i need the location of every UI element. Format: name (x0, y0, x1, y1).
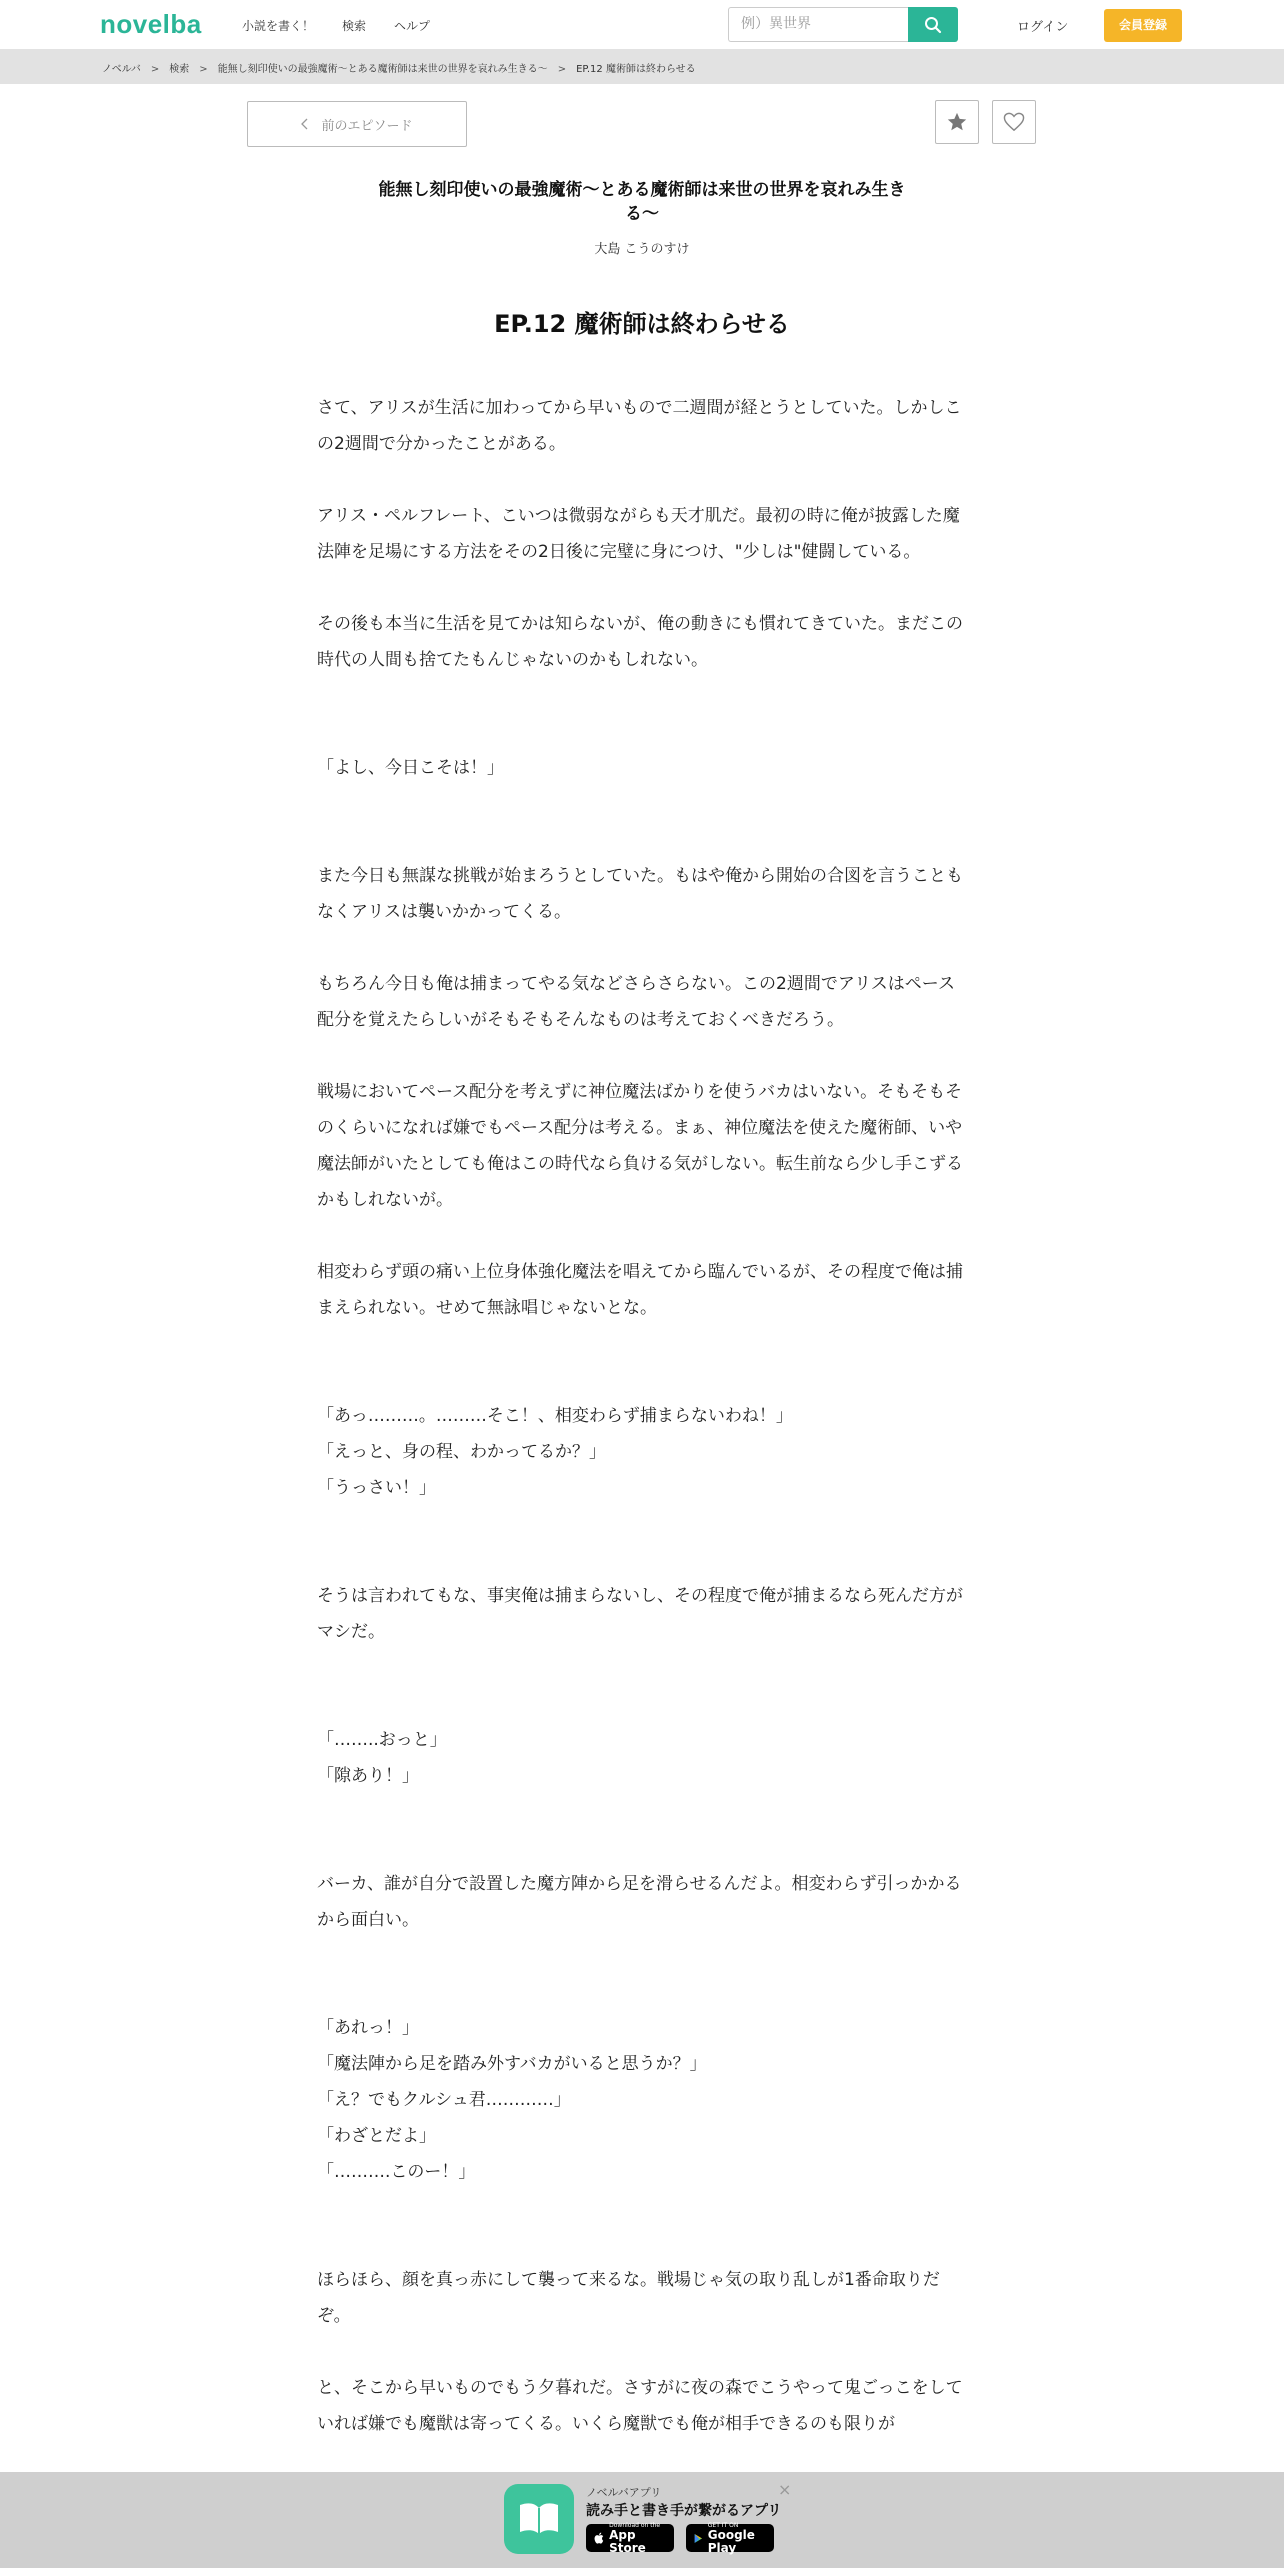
breadcrumb-search[interactable]: 検索 (169, 64, 190, 75)
story-paragraph: 相変わらず頭の痛い上位身体強化魔法を唱えてから臨んでいるが、その程度で俺は捕まえられない。せめて無詠唱じゃないとな。 (317, 1262, 963, 1318)
book-icon (516, 2499, 562, 2539)
breadcrumb-bar (0, 49, 1284, 84)
close-icon[interactable]: × (778, 2480, 792, 2499)
nav-write-novel[interactable]: 小説を書く！ (242, 19, 315, 33)
site-header (0, 0, 1284, 49)
site-logo[interactable]: novelba (100, 9, 202, 39)
story-dialogue: 「隙あり！」 (317, 1766, 419, 1786)
favorite-heart-button[interactable] (992, 100, 1036, 144)
app-banner-title: 読み手と書き手が繋がるアプリ (586, 2503, 782, 2519)
breadcrumb: ノベルバ > 検索 > 能無し刻印使いの最強魔術〜とある魔術師は来世の世界を哀れみ生きる〜 > EP.12 魔術師は終わらせる (102, 64, 696, 75)
heart-icon (1003, 112, 1025, 132)
apple-icon (594, 2531, 604, 2545)
chevron-left-icon (301, 118, 309, 130)
novel-title[interactable]: 能無し刻印使いの最強魔術〜とある魔術師は来世の世界を哀れみ生きる〜 (378, 180, 906, 224)
story-dialogue: 「あれっ！」 (317, 2018, 419, 2038)
story-dialogue: 「……..おっと」 (317, 1730, 447, 1750)
story-paragraph: もちろん今日も俺は捕まってやる気などさらさらない。この2週間でアリスはペース配分を覚えたらしいがそもそもそんなものは考えておくべきだろう。 (317, 974, 955, 1030)
nav-search[interactable]: 検索 (342, 19, 367, 33)
story-dialogue: 「えっと、身の程、わかってるか？」 (317, 1442, 606, 1462)
story-paragraph: その後も本当に生活を見てかは知らないが、俺の動きにも慣れてきていた。まだこの時代の人間も捨てたもんじゃないのかもしれない。 (317, 614, 963, 670)
breadcrumb-home[interactable]: ノベルバ (102, 64, 141, 75)
breadcrumb-novel[interactable]: 能無し刻印使いの最強魔術〜とある魔術師は来世の世界を哀れみ生きる〜 (217, 64, 548, 75)
story-paragraph: アリス・ペルフレート、こいつは微弱ながらも天才肌だ。最初の時に俺が披露した魔法陣を足場にする方法をその2日後に完璧に身につけ、"少しは"健闘している。 (317, 506, 960, 562)
app-store-badge[interactable]: Download on the App Store (586, 2524, 674, 2552)
prev-episode-button[interactable] (247, 101, 467, 147)
story-paragraph: 戦場においてペース配分を考えずに神位魔法ばかりを使うバカはいない。そもそもそのくらいになれば嫌でもペース配分は考える。まぁ、神位魔法を使えた魔術師、いや魔法師がいたとしても俺はこの時代なら負ける気がしない。転生前なら少し手こずるかもしれないが。 (317, 1082, 963, 1210)
story-paragraph: ほらほら、顔を真っ赤にして襲って来るな。戦場じゃ気の取り乱しが1番命取りだぞ。 (317, 2270, 940, 2326)
story-paragraph: バーカ、誰が自分で設置した魔方陣から足を滑らせるんだよ。相変わらず引っかかるから面白い。 (317, 1874, 962, 1930)
app-banner-subtitle: ノベルバアプリ (586, 2486, 662, 2499)
star-icon (946, 111, 968, 133)
story-dialogue: 「うっさい！」 (317, 1478, 436, 1498)
story-dialogue: 「あっ………。………そこ！、相変わらず捕まらないわね！」 (317, 1406, 793, 1426)
breadcrumb-current: EP.12 魔術師は終わらせる (576, 64, 696, 75)
signup-button[interactable]: 会員登録 (1104, 9, 1182, 42)
story-paragraph: また今日も無謀な挑戦が始まろうとしていた。もはや俺から開始の合図を言うこともなくアリスは襲いかかってくる。 (317, 866, 963, 922)
nav-help[interactable]: ヘルプ (394, 19, 431, 33)
story-dialogue: 「え？でもクルシュ君…………」 (317, 2090, 571, 2110)
story-body (317, 390, 967, 2442)
google-play-badge[interactable]: GET IT ON Google Play (686, 2524, 774, 2552)
play-icon (694, 2532, 703, 2545)
story-dialogue: 「……….このー！」 (317, 2162, 476, 2182)
author-name[interactable]: 大島 こうのすけ (594, 242, 690, 257)
search-icon (924, 16, 942, 34)
story-dialogue: 「魔法陣から足を踏み外すバカがいると思うか？」 (317, 2054, 707, 2074)
story-paragraph: と、そこから早いものでもう夕暮れだ。さすがに夜の森でこうやって鬼ごっこをしていれば嫌でも魔獣は寄ってくる。いくら魔獣でも俺が相手できるのも限りが (317, 2378, 963, 2434)
story-paragraph: さて、アリスが生活に加わってから早いもので二週間が経とうとしていた。しかしこの2週間で分かったことがある。 (317, 398, 962, 454)
episode-title: EP.12 魔術師は終わらせる (494, 310, 790, 338)
story-paragraph: そうは言われてもな、事実俺は捕まらないし、その程度で俺が捕まるなら死んだ方がマシだ。 (317, 1586, 963, 1642)
story-dialogue: 「わざとだよ」 (317, 2126, 436, 2146)
prev-episode-label: 前のエピソード (321, 118, 413, 134)
app-icon[interactable] (504, 2484, 574, 2554)
login-link[interactable]: ログイン (1017, 20, 1069, 35)
story-dialogue: 「よし、今日こそは！」 (317, 758, 504, 778)
search-button[interactable] (908, 7, 958, 42)
app-promo-banner[interactable] (0, 2472, 1284, 2568)
search-input[interactable]: 例）異世界 (728, 7, 908, 42)
bookmark-star-button[interactable] (935, 100, 979, 144)
